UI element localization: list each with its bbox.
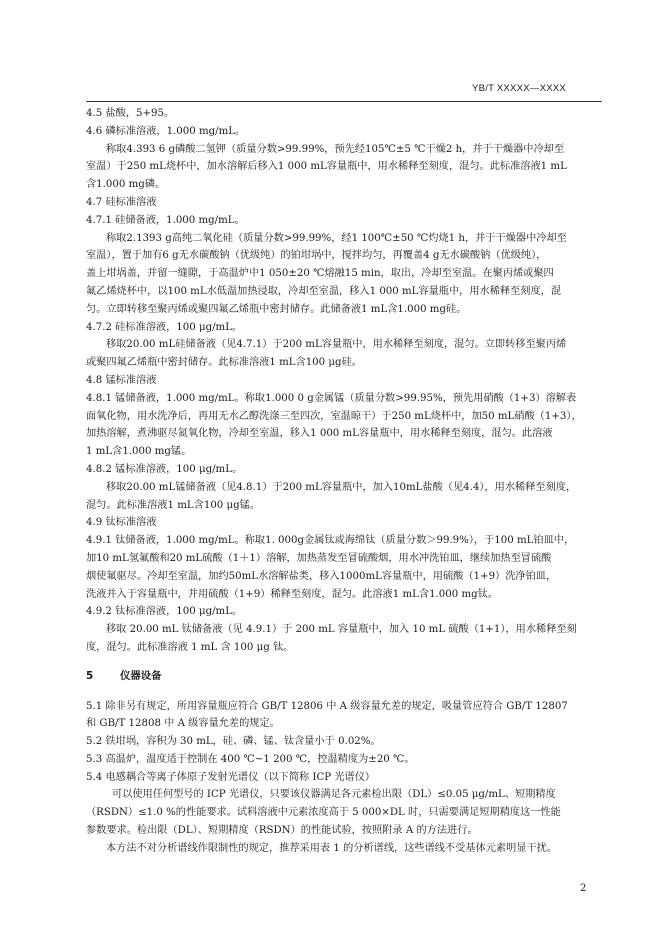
paragraph-line: 或聚四氟乙烯瓶中密封储存。此标准溶液1 mL含100 μg硅。: [86, 357, 362, 369]
paragraph-line: 含1.000 mg磷。: [86, 179, 166, 191]
clause-4-9-1: 4.9.1 钛储备液，1.000 mg/mL。称取1. 000g金属钛或海绵钛（质量分数＞99.9%），于100 mL铂皿中，: [86, 535, 575, 547]
clause-4-6: 4.6 磷标准溶液，1.000 mg/mL。: [86, 125, 246, 137]
paragraph-line: 混匀。此标准溶液1 mL含100 μg锰。: [86, 499, 261, 511]
clause-5-1: 5.1 除非另有规定，所用容量瓶应符合 GB/T 12806 中 A 级容量允差的规定，吸量管应符合 GB/T 12807: [86, 700, 568, 712]
clause-4-7-2: 4.7.2 硅标准溶液，100 μg/mL。: [86, 321, 243, 333]
clause-4-7: 4.7 硅标准溶液: [86, 196, 157, 208]
clause-4-8-2: 4.8.2 锰标准溶液，100 μg/mL。: [86, 463, 243, 475]
paragraph-line: 移取20.00 mL锰储备液（见4.8.1）于200 mL容量瓶中，加入10mL盐酸（见4.4），用水稀释至刻度，: [106, 481, 577, 493]
header-rule: [86, 101, 602, 102]
body-text: [86, 105, 600, 858]
paragraph-line: 称取2.1393 g高纯二氧化硅（质量分数>99.99%，经1 100℃±50 ℃灼烧1 h，并于干燥器中冷却至: [106, 232, 567, 244]
clause-4-9-2: 4.9.2 钛标准溶液，100 μg/mL。: [86, 606, 243, 618]
paragraph-line: 匀。立即转移至聚丙烯或聚四氟乙烯瓶中密封储存。此储备液1 mL含1.000 mg硅。: [86, 303, 467, 315]
paragraph-line: 加10 mL氢氟酸和20 mL硫酸（1＋1）溶解，加热蒸发至冒硫酸烟，用水冲洗铂皿，继续加热至冒硫酸: [86, 552, 552, 564]
paragraph-line: （RSDN）≤1.0 %的性能要求。试料溶液中元素浓度高于 5 000×DL 时，只需要满足短期精度这一性能: [86, 807, 561, 819]
paragraph-line: 移取20.00 mL硅储备液（见4.7.1）于200 mL容量瓶中，用水稀释至刻度，混匀。立即转移至聚丙烯: [106, 339, 567, 351]
clause-4-7-1: 4.7.1 硅储备液，1.000 mg/mL。: [86, 214, 245, 226]
section-number: 5: [86, 669, 94, 682]
paragraph-line: 盖上坩埚盖，并留一缝隙，于高温炉中1 050±20 ℃熔融15 min，取出，冷却至室温。在聚丙烯或聚四: [86, 268, 554, 280]
clause-4-8-1: 4.8.1 锰储备液，1.000 mg/mL。称取1.000 0 g金属锰（质量分数>99.95%，预先用硝酸（1+3）溶解表: [86, 392, 577, 404]
paragraph-line: 参数要求。检出限（DL）、短期精度（RSDN）的性能试验，按照附录 A 的方法进行。: [86, 825, 478, 837]
clause-4-9: 4.9 钛标准溶液: [86, 517, 157, 529]
paragraph-line: 加热溶解，煮沸驱尽氮氧化物，冷却至室温，移入1 000 mL容量瓶中，用水稀释至刻度，混匀。此溶液: [86, 428, 553, 440]
paragraph-line: 室温），置于加有6 g无水碳酸钠（优级纯）的铂坩埚中，搅拌均匀，再覆盖4 g无水碳酸钠（优级纯），: [86, 250, 547, 262]
section-5-heading: [86, 668, 600, 686]
paragraph-line: 和 GB/T 12808 中 A 级容量允差的规定。: [86, 718, 280, 730]
clause-5-4: 5.4 电感耦合等离子体原子发射光谱仪（以下简称 ICP 光谱仪）: [86, 771, 376, 783]
paragraph-line: 1 mL含1.000 mg锰。: [86, 446, 192, 458]
paragraph-line: 烟使氟驱尽。冷却至室温，加约50mL水溶解盐类，移入1000mL容量瓶中，用硫酸（1+9）洗净铂皿，: [86, 570, 557, 582]
paragraph-line: 氟乙烯烧杯中，以100 mL水低温加热浸取，冷却至室温，移入1 000 mL容量瓶中，用水稀释至刻度，混: [86, 285, 562, 297]
paragraph-line: 洗液并入于容量瓶中，并用硫酸（1+9）稀释至刻度，混匀。此溶液1 mL含1.000 mg钛。: [86, 588, 499, 600]
paragraph-line: 可以使用任何型号的 ICP 光谱仪，只要该仪器满足各元素检出限（DL）≤0.05 μg/mL、短期精度: [112, 789, 556, 801]
document-number: YB/T XXXXX—XXXX: [472, 83, 566, 94]
paragraph-line: 移取 20.00 mL 钛储备液（见 4.9.1）于 200 mL 容量瓶中，加入 10 mL 硫酸（1+1），用水稀释至刻: [106, 624, 577, 636]
clause-5-2: 5.2 铁坩埚，容积为 30 mL，硅、磷、锰、钛含量小于 0.02%。: [86, 736, 381, 748]
paragraph-line: 面氧化物，用水洗净后，再用无水乙醇洗涤三至四次，室温晾干）于250 mL烧杯中，加50 mL硝酸（1+3），: [86, 410, 582, 422]
page-number: 2: [580, 883, 587, 894]
section-title: 仪器设备: [120, 669, 162, 682]
paragraph-line: 度，混匀。此标准溶液 1 mL 含 100 μg 钛。: [86, 641, 294, 653]
paragraph-line: 本方法不对分析谱线作限制性的规定，推荐采用表 1 的分析谱线，这些谱线不受基体元素明显干扰。: [106, 842, 558, 854]
clause-4-5: 4.5 盐酸，5+95。: [86, 108, 175, 119]
paragraph-line: 称取4.393 6 g磷酸二氢钾（质量分数>99.99%，预先经105℃±5 ℃干燥2 h，并于干燥器中冷却至: [106, 143, 565, 155]
paragraph-line: 室温）于250 mL烧杯中，加水溶解后移入1 000 mL容量瓶中，用水稀释至刻度，混匀。此标准溶液1 mL: [86, 161, 567, 173]
clause-4-8: 4.8 锰标准溶液: [86, 374, 157, 386]
clause-5-3: 5.3 高温炉，温度适于控制在 400 ℃~1 200 ℃，控温精度为±20 ℃。: [86, 753, 415, 765]
